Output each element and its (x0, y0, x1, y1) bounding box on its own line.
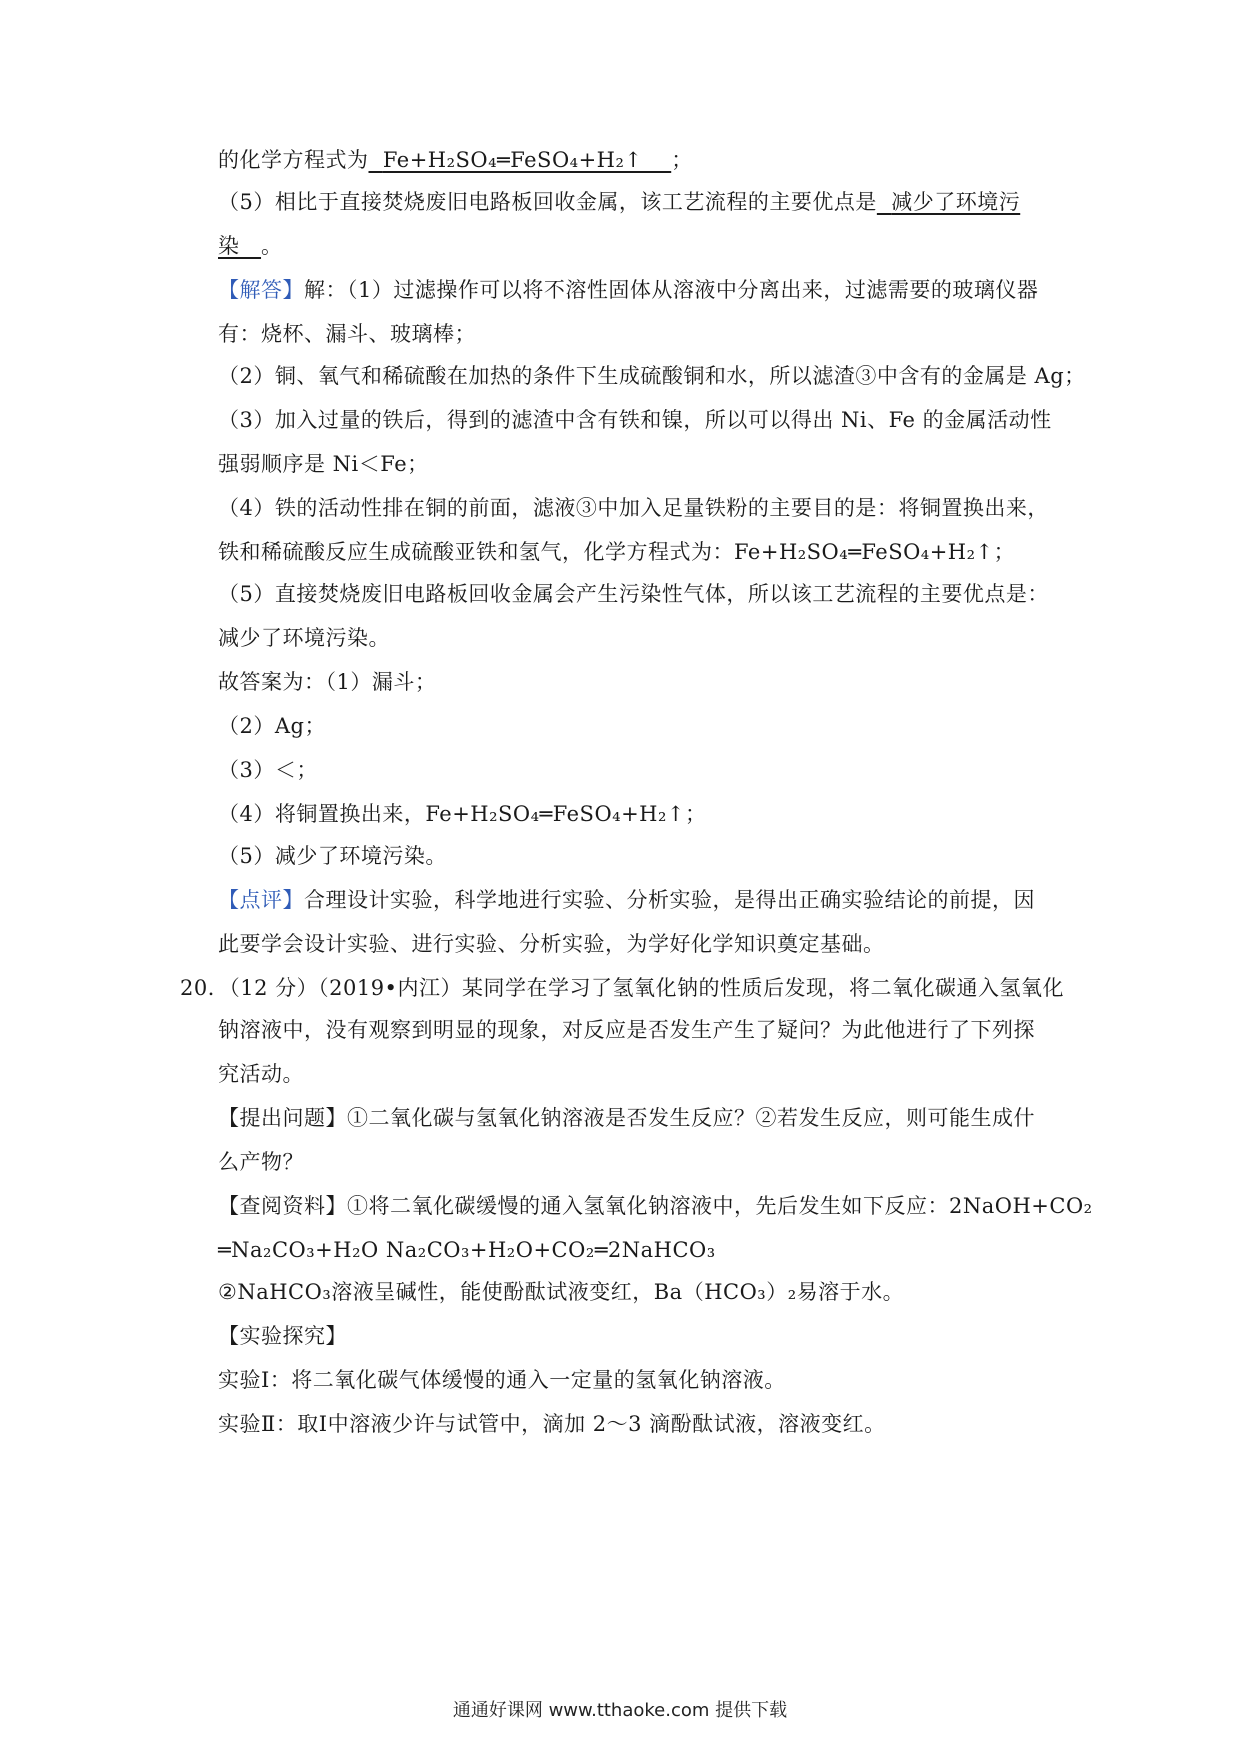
question-line: ②NaHCO₃溶液呈碱性，能使酚酞试液变红，Ba（HCO₃）₂易溶于水。 (218, 1280, 905, 1304)
solution-line: 有：烧杯、漏斗、玻璃棒； (218, 322, 476, 346)
answer-line: 故答案为：（1）漏斗； (218, 670, 437, 694)
solution-line: （2）铜、氧气和稀硫酸在加热的条件下生成硫酸铜和水，所以滤渣③中含有的金属是 Ag； (218, 364, 1086, 388)
solution-line: （4）铁的活动性排在铜的前面，滤液③中加入足量铁粉的主要目的是：将铜置换出来， (218, 496, 1049, 520)
experiment-line: 实验Ⅰ：将二氧化碳气体缓慢的通入一定量的氢氧化钠溶液。 (218, 1368, 786, 1392)
experiment-line: 实验Ⅱ：取Ⅰ中溶液少许与试管中，滴加 2～3 滴酚酞试液，溶液变红。 (218, 1412, 886, 1436)
answer-line: （3）＜； (218, 758, 318, 782)
answer-blank: Fe+H₂SO₄═FeSO₄+H₂↑ (382, 148, 643, 172)
question-line: 【查阅资料】①将二氧化碳缓慢的通入氢氧化钠溶液中，先后发生如下反应：2NaOH+CO₂ (218, 1194, 1093, 1218)
answer-line: （5）减少了环境污染。 (218, 844, 447, 868)
text: 的化学方程式为 (218, 148, 369, 172)
question-line: 究活动。 (218, 1062, 304, 1086)
line-advantage: （5）相比于直接焚烧废旧电路板回收金属，该工艺流程的主要优点是 减少了环境污 (218, 190, 1021, 214)
solution-line: 铁和稀硫酸反应生成硫酸亚铁和氢气，化学方程式为：Fe+H₂SO₄═FeSO₄+H₂↑； (218, 540, 1016, 564)
solution-line: （5）直接焚烧废旧电路板回收金属会产生污染性气体，所以该工艺流程的主要优点是： (218, 582, 1049, 606)
answer-line: （2）Ag； (218, 714, 326, 738)
line-advantage-cont: 染 。 (218, 234, 283, 258)
section-heading: 【实验探究】 (218, 1324, 347, 1348)
page-footer: 通通好课网 www.tthaoke.com 提供下载 (452, 1700, 788, 1721)
answer-blank: 染 (218, 234, 240, 258)
question-line: 【提出问题】①二氧化碳与氢氧化钠溶液是否发生反应？②若发生反应，则可能生成什 (218, 1106, 1035, 1130)
solution-tag: 【解答】 (218, 278, 304, 302)
solution-line: 减少了环境污染。 (218, 626, 390, 650)
answer-blank: 减少了环境污 (891, 190, 1021, 214)
equation-line: ═Na₂CO₃+H₂O Na₂CO₃+H₂O+CO₂═2NaHCO₃ (218, 1238, 716, 1262)
solution-line: 强弱顺序是 Ni＜Fe； (218, 452, 429, 476)
question-20-line: 20．（12 分）（2019•内江）某同学在学习了氢氧化钠的性质后发现，将二氧化碳通入氢氧化 (180, 976, 1064, 1000)
question-line: 么产物？ (218, 1150, 304, 1174)
line-equation-answer: 的化学方程式为 Fe+H₂SO₄═FeSO₄+H₂↑ ； (218, 148, 693, 172)
question-line: 钠溶液中，没有观察到明显的现象，对反应是否发生产生了疑问？为此他进行了下列探 (218, 1018, 1035, 1042)
comment-line: 【点评】合理设计实验，科学地进行实验、分析实验，是得出正确实验结论的前提，因 (218, 888, 1035, 912)
answer-line: （4）将铜置换出来，Fe+H₂SO₄═FeSO₄+H₂↑； (218, 802, 707, 826)
solution-line: （3）加入过量的铁后，得到的滤渣中含有铁和镍，所以可以得出 Ni、Fe 的金属活动性 (218, 408, 1052, 432)
comment-tag: 【点评】 (218, 888, 304, 912)
comment-line: 此要学会设计实验、进行实验、分析实验，为学好化学知识奠定基础。 (218, 932, 885, 956)
solution-heading-line: 【解答】解：（1）过滤操作可以将不溶性固体从溶液中分离出来，过滤需要的玻璃仪器 (218, 278, 1039, 302)
